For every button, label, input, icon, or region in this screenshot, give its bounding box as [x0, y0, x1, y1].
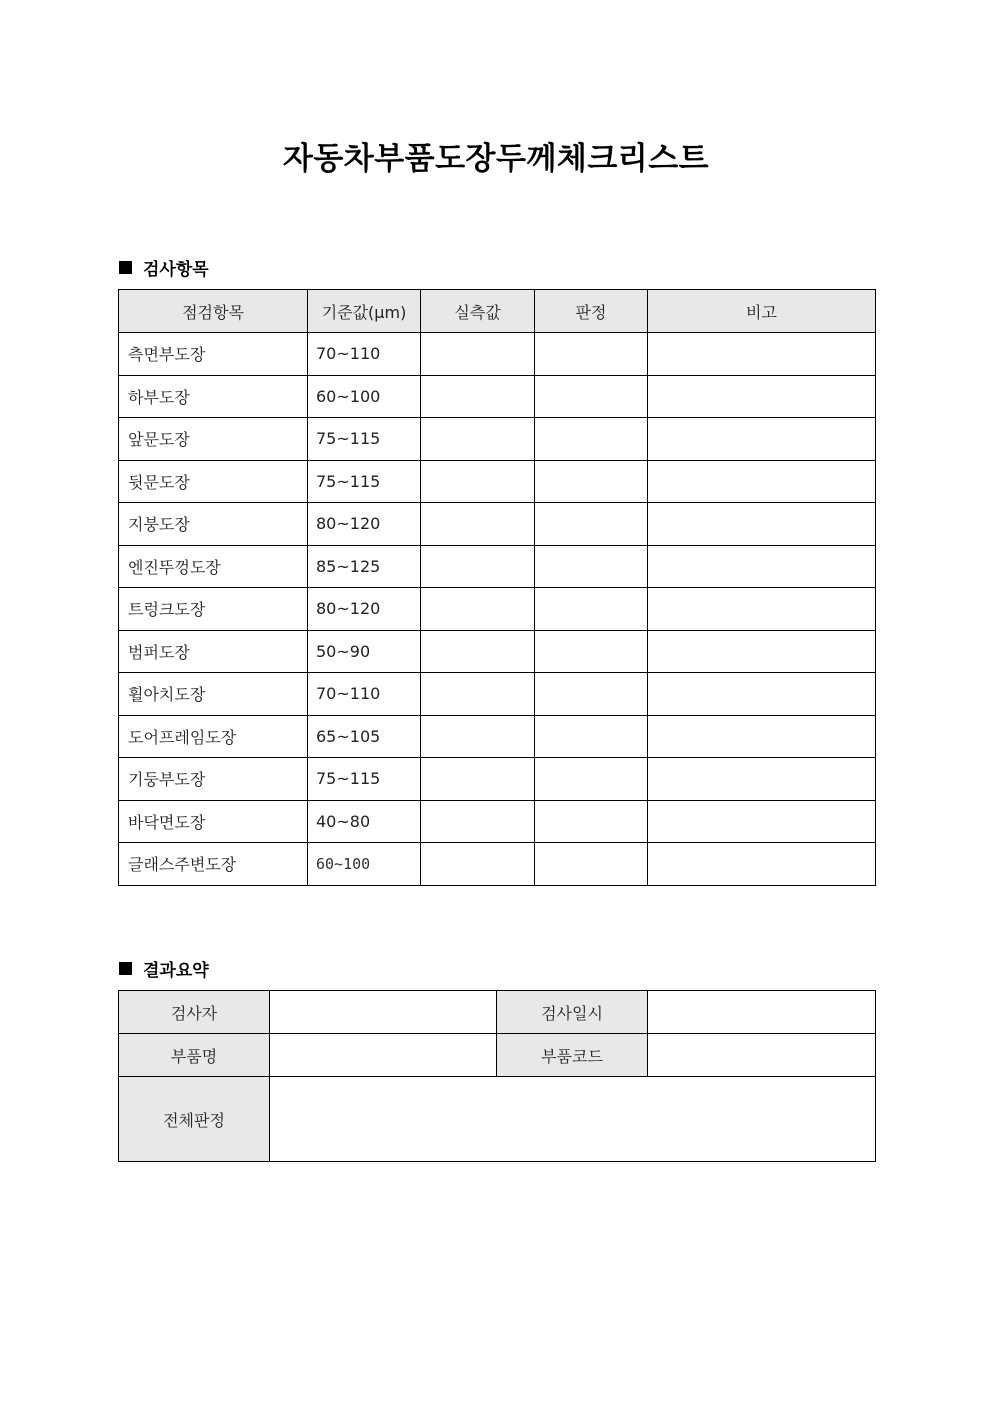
measured-cell[interactable] [421, 843, 535, 886]
item-cell: 범퍼도장 [119, 630, 308, 673]
standard-cell: 70~110 [308, 333, 421, 376]
standard-cell: 70~110 [308, 673, 421, 716]
remarks-cell[interactable] [648, 630, 876, 673]
measured-cell[interactable] [421, 673, 535, 716]
table-row [119, 758, 876, 801]
judgment-cell[interactable] [535, 460, 648, 503]
part-code-label: 부품코드 [497, 1034, 648, 1077]
measured-cell[interactable] [421, 375, 535, 418]
item-cell: 앞문도장 [119, 418, 308, 461]
summary-section-heading [119, 956, 209, 981]
judgment-cell[interactable] [535, 843, 648, 886]
measured-cell[interactable] [421, 545, 535, 588]
table-row [119, 843, 876, 886]
summary-row [119, 991, 876, 1034]
item-cell: 뒷문도장 [119, 460, 308, 503]
black-square-bullet-icon [119, 962, 132, 975]
table-row [119, 375, 876, 418]
inspection-date-label: 검사일시 [497, 991, 648, 1034]
remarks-cell[interactable] [648, 673, 876, 716]
judgment-cell[interactable] [535, 418, 648, 461]
remarks-cell[interactable] [648, 588, 876, 631]
item-cell: 휠아치도장 [119, 673, 308, 716]
summary-section-title: 결과요약 [143, 961, 209, 981]
item-cell: 도어프레임도장 [119, 715, 308, 758]
inspection-table [118, 289, 876, 886]
column-header-measured: 실측값 [421, 290, 535, 333]
judgment-cell[interactable] [535, 800, 648, 843]
remarks-cell[interactable] [648, 460, 876, 503]
column-header-remarks: 비고 [648, 290, 876, 333]
item-cell: 트렁크도장 [119, 588, 308, 631]
remarks-cell[interactable] [648, 503, 876, 546]
summary-row [119, 1077, 876, 1162]
standard-cell: 50~90 [308, 630, 421, 673]
item-cell: 하부도장 [119, 375, 308, 418]
item-cell: 글래스주변도장 [119, 843, 308, 886]
black-square-bullet-icon [119, 261, 132, 274]
summary-row [119, 1034, 876, 1077]
judgment-cell[interactable] [535, 715, 648, 758]
column-header-judgment: 판정 [535, 290, 648, 333]
column-header-standard: 기준값(μm) [308, 290, 421, 333]
standard-cell: 60~100 [308, 375, 421, 418]
standard-cell: 75~115 [308, 460, 421, 503]
item-cell: 엔진뚜껑도장 [119, 545, 308, 588]
judgment-cell[interactable] [535, 545, 648, 588]
document-title: 자동차부품도장두께체크리스트 [282, 141, 710, 177]
remarks-cell[interactable] [648, 843, 876, 886]
inspector-label: 검사자 [119, 991, 270, 1034]
table-row [119, 673, 876, 716]
table-row [119, 545, 876, 588]
measured-cell[interactable] [421, 460, 535, 503]
judgment-cell[interactable] [535, 673, 648, 716]
standard-cell: 75~115 [308, 418, 421, 461]
remarks-cell[interactable] [648, 715, 876, 758]
table-row [119, 800, 876, 843]
table-row [119, 503, 876, 546]
standard-cell: 40~80 [308, 800, 421, 843]
inspection-section-title: 검사항목 [143, 260, 209, 280]
remarks-cell[interactable] [648, 758, 876, 801]
overall-judgment-label: 전체판정 [119, 1077, 270, 1162]
remarks-cell[interactable] [648, 545, 876, 588]
inspection-section-heading [119, 255, 209, 280]
table-row [119, 630, 876, 673]
item-cell: 바닥면도장 [119, 800, 308, 843]
part-name-label: 부품명 [119, 1034, 270, 1077]
judgment-cell[interactable] [535, 758, 648, 801]
standard-cell: 80~120 [308, 503, 421, 546]
measured-cell[interactable] [421, 588, 535, 631]
measured-cell[interactable] [421, 630, 535, 673]
part-name-field[interactable] [270, 1034, 497, 1077]
remarks-cell[interactable] [648, 375, 876, 418]
judgment-cell[interactable] [535, 333, 648, 376]
column-header-item: 점검항목 [119, 290, 308, 333]
table-row [119, 588, 876, 631]
inspection-date-field[interactable] [648, 991, 876, 1034]
table-row [119, 715, 876, 758]
measured-cell[interactable] [421, 758, 535, 801]
summary-table [118, 990, 876, 1162]
judgment-cell[interactable] [535, 375, 648, 418]
standard-cell: 85~125 [308, 545, 421, 588]
measured-cell[interactable] [421, 418, 535, 461]
measured-cell[interactable] [421, 800, 535, 843]
standard-cell: 75~115 [308, 758, 421, 801]
measured-cell[interactable] [421, 715, 535, 758]
inspector-field[interactable] [270, 991, 497, 1034]
table-row [119, 418, 876, 461]
judgment-cell[interactable] [535, 630, 648, 673]
judgment-cell[interactable] [535, 588, 648, 631]
part-code-field[interactable] [648, 1034, 876, 1077]
standard-cell: 65~105 [308, 715, 421, 758]
standard-cell: 60~100 [308, 843, 421, 886]
item-cell: 지붕도장 [119, 503, 308, 546]
remarks-cell[interactable] [648, 418, 876, 461]
standard-cell: 80~120 [308, 588, 421, 631]
table-row [119, 333, 876, 376]
remarks-cell[interactable] [648, 333, 876, 376]
judgment-cell[interactable] [535, 503, 648, 546]
measured-cell[interactable] [421, 333, 535, 376]
measured-cell[interactable] [421, 503, 535, 546]
inspection-table-header [119, 290, 876, 333]
item-cell: 측면부도장 [119, 333, 308, 376]
overall-judgment-field[interactable] [270, 1077, 876, 1162]
remarks-cell[interactable] [648, 800, 876, 843]
item-cell: 기둥부도장 [119, 758, 308, 801]
table-row [119, 460, 876, 503]
